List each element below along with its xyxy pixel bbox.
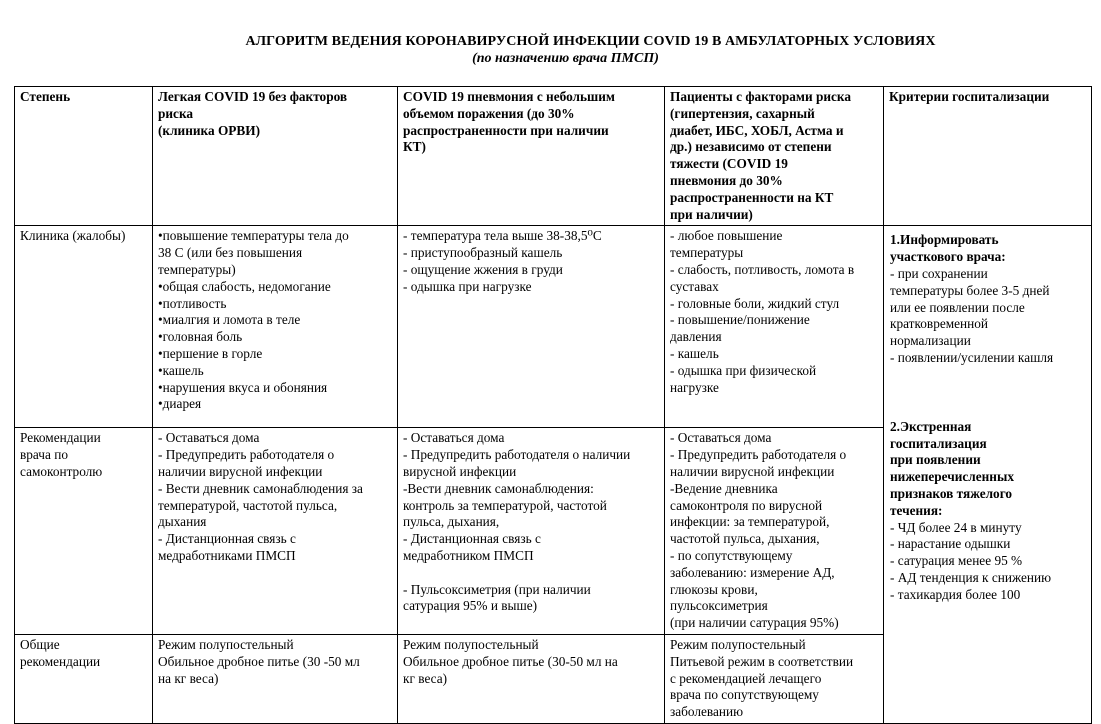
cell-line: - АД тенденция к снижению [890, 569, 1052, 585]
cell-line: - Предупредить работодателя о наличии [403, 447, 631, 463]
cell-line: госпитализация [890, 435, 987, 451]
cell-line: - слабость, потливость, ломота в [670, 261, 855, 277]
cell-line: нижеперечисленных [890, 469, 1014, 485]
cell-line: объемом поражения (до 30% [403, 105, 575, 121]
cell-line: признаков тяжелого [890, 485, 1013, 501]
cell-line: пневмония до 30% [670, 172, 783, 188]
clinic-risk-factors [665, 226, 884, 428]
cell-line: контроль за температурой, частотой [403, 497, 607, 513]
cell-line: - Оставаться дома [403, 430, 505, 446]
cell-line: частотой пульса, дыхания, [670, 531, 820, 547]
cell-line: или ее появлении после [890, 299, 1025, 315]
cell-line: при появлении [890, 452, 981, 468]
cell-line: - головные боли, жидкий стул [670, 295, 840, 311]
cell-line: Легкая COVID 19 без факторов [158, 89, 348, 104]
header-pneumonia [398, 87, 665, 226]
self-control-pneumonia [398, 428, 665, 635]
cell-line: - ощущение жжения в груди [403, 261, 563, 277]
cell-line: суставах [670, 278, 719, 294]
general-mild [153, 634, 398, 723]
header-mild [153, 87, 398, 226]
algorithm-table [14, 86, 1092, 724]
cell-line: Общие [20, 636, 60, 652]
cell-line: - тахикардия более 100 [890, 586, 1021, 602]
cell-line: медработниками ПМСП [158, 547, 296, 563]
cell-line: инфекции: за температурой, [670, 514, 830, 530]
cell-line: Рекомендации [20, 430, 101, 446]
cell-line: температуры [670, 245, 744, 261]
hospitalization-criteria [884, 226, 1092, 724]
criteria-section2-items [890, 520, 1087, 604]
cell-line: самоконтролю [20, 463, 103, 479]
cell-line: при наличии) [670, 206, 753, 222]
cell-line: •головная боль [158, 329, 243, 345]
cell-line: кратковременной [890, 316, 989, 332]
cell-line: нормализации [890, 333, 971, 349]
self-control-risk-factors [665, 428, 884, 635]
cell-line: температурой, частотой пульса, [158, 497, 338, 513]
cell-line: с рекомендацией лечащего [670, 670, 822, 686]
self-control-mild [153, 428, 398, 635]
header-hospitalization [884, 87, 1092, 226]
cell-line: - появлении/усилении кашля [890, 349, 1054, 365]
cell-line: давления [670, 329, 722, 345]
cell-line: - температура тела выше 38-38,5⁰С [403, 228, 602, 244]
general-risk-factors [665, 634, 884, 723]
cell-line: COVID 19 пневмония с небольшим [403, 89, 615, 104]
cell-line: КТ) [403, 139, 426, 155]
cell-line: •першение в горле [158, 345, 263, 361]
cell-line: кг веса) [403, 670, 448, 686]
cell-line: - по сопутствующему [670, 547, 793, 563]
cell-line: •диарея [158, 396, 202, 412]
cell-line: -Вести дневник самонаблюдения: [403, 480, 594, 496]
cell-line: - нарастание одышки [890, 536, 1011, 552]
criteria-section1-title [890, 232, 1087, 266]
cell-line: •миалгия и ломота в теле [158, 312, 301, 328]
cell-line: - Дистанционная связь с [403, 531, 541, 547]
cell-line: на кг веса) [158, 670, 219, 686]
cell-line: - Предупредить работодателя о [158, 447, 335, 463]
cell-line: самоконтроля по вирусной [670, 497, 823, 513]
cell-line: Питьевой режим в соответствии [670, 653, 854, 669]
cell-line [403, 565, 660, 582]
cell-line: заболеванию: измерение АД, [670, 564, 835, 580]
cell-line: - любое повышение [670, 228, 783, 244]
document-subtitle: (по назначению врача ПМСП) [472, 51, 659, 66]
cell-line: Обильное дробное питье (30-50 мл на [403, 653, 618, 669]
cell-line: •повышение температуры тела до [158, 228, 349, 244]
cell-line: распространенности на КТ [670, 189, 834, 205]
cell-line: - Вести дневник самонаблюдения за [158, 480, 363, 496]
cell-line: - при сохранении [890, 265, 988, 281]
cell-line: (при наличии сатурация 95%) [670, 615, 839, 631]
cell-line: •общая слабость, недомогание [158, 278, 331, 294]
cell-line: температуры более 3-5 дней [890, 282, 1050, 298]
cell-line: сатурация 95% и выше) [403, 598, 538, 614]
cell-line: - одышка при нагрузке [403, 278, 532, 294]
cell-line: наличии вирусной инфекции [158, 463, 323, 479]
cell-line: 38 С (или без повышения [158, 245, 303, 261]
cell-line: - Оставаться дома [670, 430, 772, 446]
cell-line: Режим полупостельный [670, 636, 806, 652]
cell-line: - ЧД более 24 в минуту [890, 519, 1022, 535]
cell-line: диабет, ИБС, ХОБЛ, Астма и [670, 122, 844, 138]
cell-line: глюкозы крови, [670, 581, 758, 597]
cell-line: •нарушения вкуса и обоняния [158, 379, 328, 395]
clinic-mild [153, 226, 398, 428]
general-pneumonia [398, 634, 665, 723]
cell-line: - Предупредить работодателя о [670, 447, 847, 463]
cell-line: врача по [20, 447, 68, 463]
cell-line: наличии вирусной инфекции [670, 463, 835, 479]
cell-line: Режим полупостельный [158, 636, 294, 652]
header-degree [15, 87, 153, 226]
cell-line: дыхания [158, 514, 207, 530]
cell-line: (гипертензия, сахарный [670, 105, 815, 121]
cell-line: нагрузке [670, 379, 719, 395]
table-row-clinic [15, 226, 1092, 428]
cell-line: течения: [890, 502, 943, 518]
cell-line: -Ведение дневника [670, 480, 778, 496]
cell-line: •кашель [158, 362, 204, 378]
cell-line: вирусной инфекции [403, 463, 517, 479]
cell-line: 1.Информировать [890, 232, 999, 248]
cell-line: Обильное дробное питье (30 -50 мл [158, 653, 360, 669]
cell-line: пульса, дыхания, [403, 514, 500, 530]
row-label-self-control [15, 428, 153, 635]
cell-line: - Дистанционная связь с [158, 531, 296, 547]
cell-line: др.) независимо от степени [670, 139, 832, 155]
cell-line: температуры) [158, 261, 236, 277]
row-label-clinic [15, 226, 153, 428]
cell-line: распространенности при наличии [403, 122, 609, 138]
cell-line: участкового врача: [890, 249, 1006, 265]
cell-line: рекомендации [20, 653, 101, 669]
cell-line: (клиника ОРВИ) [158, 122, 261, 138]
cell-line: - одышка при физической [670, 362, 817, 378]
cell-line: тяжести (COVID 19 [670, 156, 788, 172]
cell-line: Критерии госпитализации [889, 89, 1050, 104]
header-risk-factors [665, 87, 884, 226]
cell-line: Пациенты с факторами риска [670, 89, 852, 104]
cell-line: - кашель [670, 345, 719, 361]
cell-line: - приступообразный кашель [403, 245, 563, 261]
cell-line: •потливость [158, 295, 227, 311]
cell-line: Клиника (жалобы) [20, 228, 126, 244]
cell-line: Степень [20, 89, 71, 104]
cell-line: 2.Экстренная [890, 418, 972, 434]
row-label-general [15, 634, 153, 723]
cell-line: - Оставаться дома [158, 430, 260, 446]
table-header-row [15, 87, 1092, 226]
cell-line: Режим полупостельный [403, 636, 539, 652]
criteria-section2-title [890, 419, 1087, 520]
cell-line: медработником ПМСП [403, 547, 534, 563]
clinic-pneumonia [398, 226, 665, 428]
cell-line: риска [158, 105, 194, 121]
cell-line: заболеванию [670, 704, 744, 720]
cell-line: врача по сопутствующему [670, 687, 819, 703]
criteria-section1-items [890, 266, 1087, 367]
cell-line: - сатурация менее 95 % [890, 553, 1023, 569]
document-title: АЛГОРИТМ ВЕДЕНИЯ КОРОНАВИРУСНОЙ ИНФЕКЦИИ COVID 19 В АМБУЛАТОРНЫХ УСЛОВИЯХ [245, 34, 936, 49]
cell-line: - повышение/понижение [670, 312, 810, 328]
cell-line: - Пульсоксиметрия (при наличии [403, 581, 591, 597]
cell-line: пульсоксиметрия [670, 598, 768, 614]
